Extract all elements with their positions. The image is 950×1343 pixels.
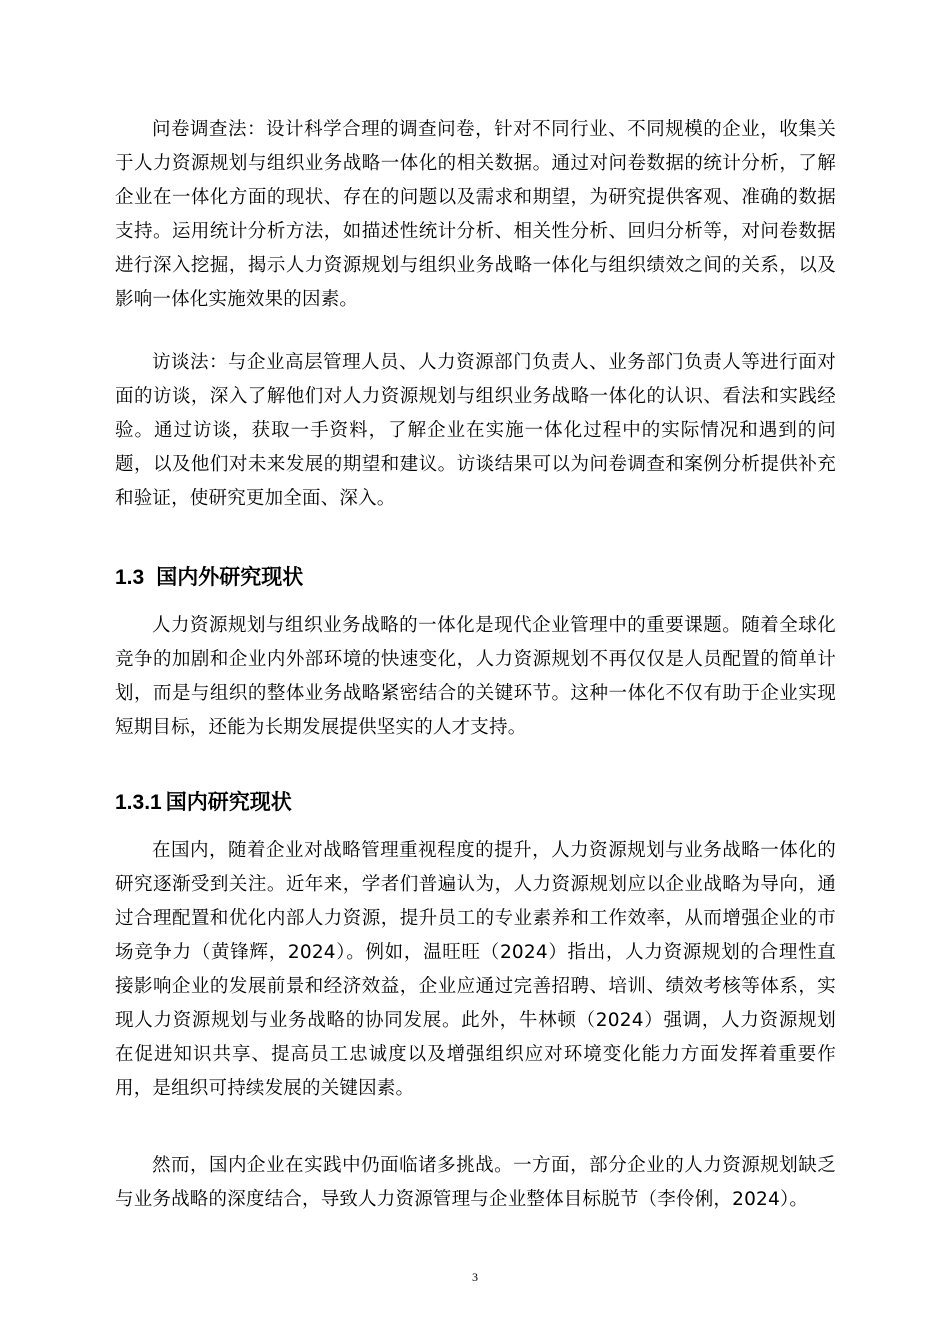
- section-title: 国内研究现状: [165, 791, 292, 814]
- paragraph-section-intro: 人力资源规划与组织业务战略的一体化是现代企业管理中的重要课题。随着全球化竞争的加剧和企业内外部环境的快速变化，人力资源规划不再仅仅是人员配置的简单计划，而是与组织的整体业务战略紧密结合的关键环节。这种一体化不仅有助于企业实现短期目标，还能为长期发展提供坚实的人才支持。: [115, 615, 836, 738]
- paragraph-domestic-challenges: 然而，国内企业在实践中仍面临诸多挑战。一方面，部分企业的人力资源规划缺乏与业务战略的深度结合，导致人力资源管理与企业整体目标脱节（李伶俐，2024）。: [115, 1155, 836, 1210]
- paragraph-questionnaire-method: 问卷调查法：设计科学合理的调查问卷，针对不同行业、不同规模的企业，收集关于人力资源规划与组织业务战略一体化的相关数据。通过对问卷数据的统计分析，了解企业在一体化方面的现状、存在的问题以及需求和期望，为研究提供客观、准确的数据支持。运用统计分析方法，如描述性统计分析、相关性分析、回归分析等，对问卷数据进行深入挖掘，揭示人力资源规划与组织业务战略一体化与组织绩效之间的关系，以及影响一体化实施效果的因素。: [115, 119, 836, 310]
- section-heading-1-3-1: [115, 788, 292, 818]
- section-heading-1-3: [115, 563, 303, 593]
- section-number: 1.3: [115, 566, 145, 589]
- paragraph-domestic-research: 在国内，随着企业对战略管理重视程度的提升，人力资源规划与业务战略一体化的研究逐渐受到关注。近年来，学者们普遍认为，人力资源规划应以企业战略为导向，通过合理配置和优化内部人力资源，提升员工的专业素养和工作效率，从而增强企业的市场竞争力（黄锋辉，2024）。例如，温旺旺（2024）指出，人力资源规划的合理性直接影响企业的发展前景和经济效益，企业应通过完善招聘、培训、绩效考核等体系，实现人力资源规划与业务战略的协同发展。此外，牛林顿（2024）强调，人力资源规划在促进知识共享、提高员工忠诚度以及增强组织应对环境变化能力方面发挥着重要作用，是组织可持续发展的关键因素。: [115, 840, 836, 1099]
- section-number: 1.3.1: [115, 791, 162, 814]
- paragraph-interview-method: 访谈法：与企业高层管理人员、人力资源部门负责人、业务部门负责人等进行面对面的访谈，深入了解他们对人力资源规划与组织业务战略一体化的认识、看法和实践经验。通过访谈，获取一手资料，了解企业在实施一体化过程中的实际情况和遇到的问题，以及他们对未来发展的期望和建议。访谈结果可以为问卷调查和案例分析提供补充和验证，使研究更加全面、深入。: [115, 352, 836, 509]
- section-title: 国内外研究现状: [156, 566, 304, 589]
- page-number: 3: [472, 1270, 478, 1284]
